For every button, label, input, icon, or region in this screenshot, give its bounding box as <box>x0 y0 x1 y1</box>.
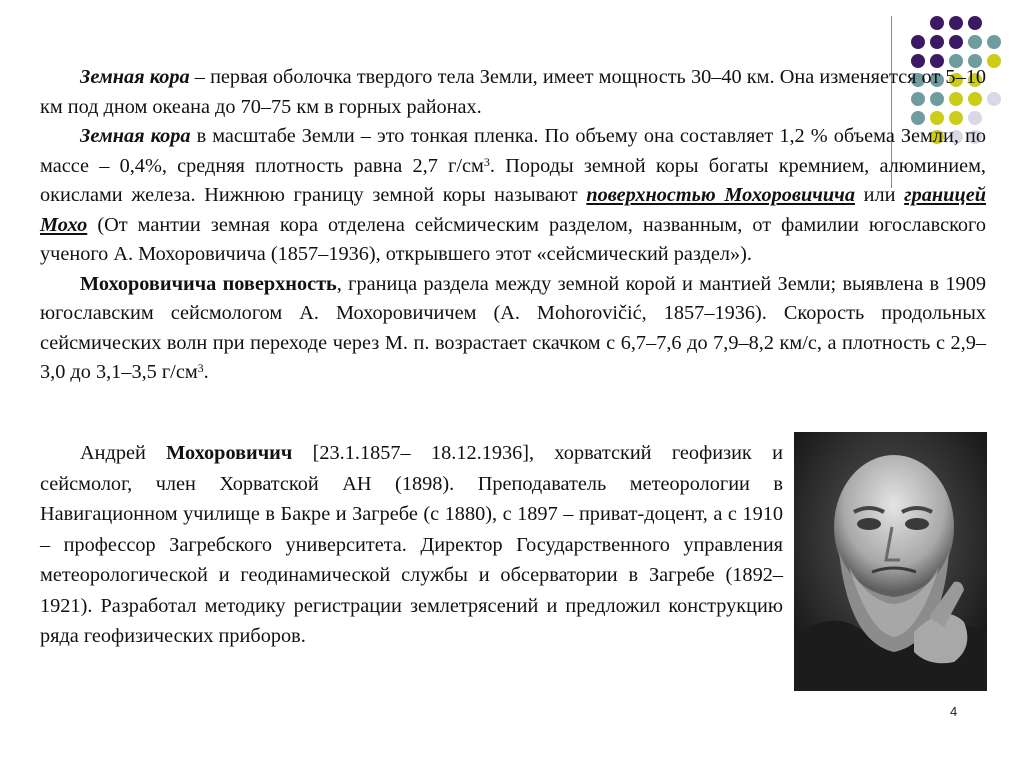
decorative-dot <box>968 16 982 30</box>
bio-surname: Мохоровичич <box>166 442 293 464</box>
paragraph-crust-definition: Земная кора – первая оболочка твердого тела Земли, имеет мощность 30–40 км. Она изменяется от 5–10 км под дном океана до 70–75 км в горных районах. <box>40 66 986 118</box>
main-text <box>40 63 986 388</box>
decorative-dot <box>930 35 944 49</box>
page-number: 4 <box>950 704 958 719</box>
decorative-dot <box>930 16 944 30</box>
term-moho-boundary: границей Мохо <box>40 184 987 236</box>
decorative-dot <box>949 16 963 30</box>
biography-text <box>40 438 783 652</box>
term-moho: Мохоровичича поверхность <box>80 272 337 295</box>
decorative-dot <box>987 54 1001 68</box>
decorative-dot <box>987 35 1001 49</box>
portrait-photo <box>794 432 987 691</box>
term-crust-2: Земная кора <box>80 125 191 147</box>
decorative-dot <box>949 35 963 49</box>
paragraph-crust-scale: Земная кора в масштабе Земли – это тонкая пленка. По объему она составляет 1,2 % объема Земли, по массе – 0,4%, средняя плотность равна 2,7 $г/см^3$. Породы земной коры богаты кремнием, алюминием, окислами железа. Нижнюю границу земной коры называют поверхностью Мохоровичича или границей Мохо (От мантии земная кора отделена сейсмическим разделом, названным, от фамилии югославского ученого А. Мохоровичича (1857–1936), открывшего этот «сейсмический раздел»). <box>40 125 987 265</box>
decorative-dot <box>968 35 982 49</box>
decorative-dot <box>987 92 1001 106</box>
term-crust-1: Земная кора <box>80 66 190 88</box>
decorative-dot <box>911 35 925 49</box>
term-moho-surface: поверхностью Мохоровичича <box>586 184 855 206</box>
paragraph-moho-definition: Мохоровичича поверхность, граница раздела между земной корой и мантией Земли; выявлена в 1909 югославским сейсмологом А. Мохоровичичем (A. Mohorovičić, 1857–1936). Скорость продольных сейсмических волн при переходе через М. п. возрастает скачком с 6,7–7,6 до 7,9–8,2 км/с, а плотность с 2,9–3,0 до 3,1–3,5 $г/см^3$. <box>40 272 986 383</box>
biography-paragraph: Андрей Мохоровичич [23.1.1857– 18.12.1936], хорватский геофизик и сейсмолог, член Хорватской АН (1898). Преподаватель метеорологии в Навигационном училище в Бакре и Загребе (с 1880), с 1897 – приват-доцент, а с 1910 – профессор Загребского университета. Директор Государственного управления метеорологической и геодинамической службы и обсерватории в Загребе (1892–1921). Разработал методику регистрации землетрясений и предложил конструкцию ряда геофизических приборов. <box>40 442 783 647</box>
